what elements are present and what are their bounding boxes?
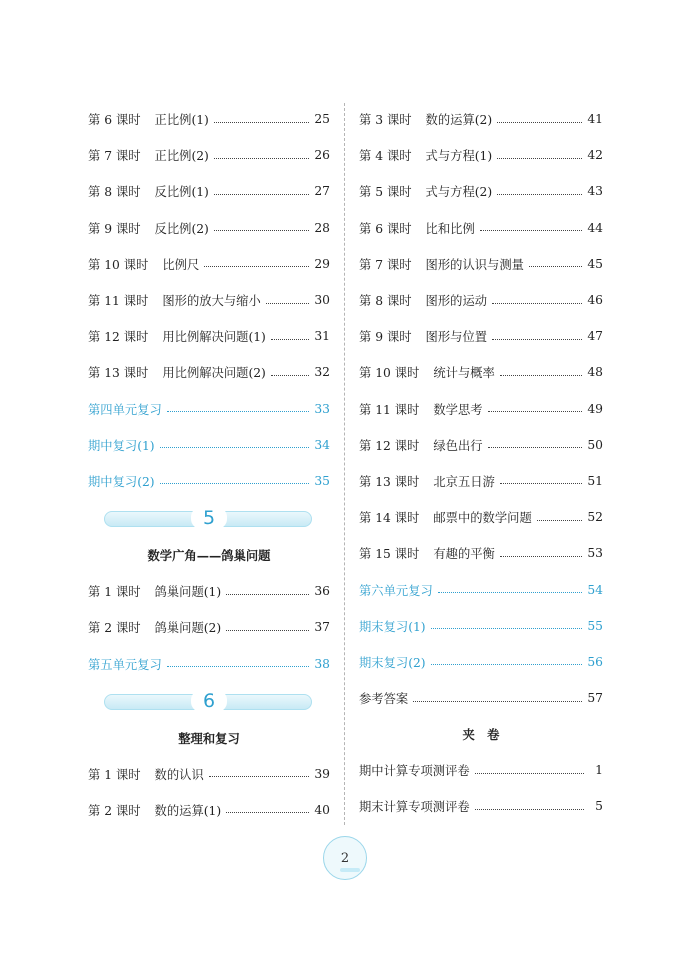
dot-leader [488,446,583,448]
toc-row[interactable]: 第 7 课时 图形的认识与测量 45 [359,256,603,272]
dot-leader [492,338,582,340]
toc-row[interactable]: 第 11 课时 数学思考 49 [359,401,603,417]
dot-leader [497,157,582,159]
dot-leader [226,811,309,813]
dot-leader [214,229,309,231]
toc-insert-row[interactable]: 期中计算专项测评卷 1 [359,763,603,779]
toc-row[interactable]: 第 14 课时 邮票中的数学问题 52 [359,510,603,526]
dot-leader [488,410,583,412]
toc-row[interactable]: 第 2 课时 数的运算(1) 40 [88,802,330,818]
dot-leader [475,808,584,810]
toc-row[interactable]: 第 2 课时 鸽巢问题(2) 37 [88,620,330,636]
toc-row[interactable]: 第 6 课时 正比例(1) 25 [88,112,330,128]
dot-leader [209,775,310,777]
unit-6-banner [88,682,330,720]
toc-row[interactable]: 第 1 课时 鸽巢问题(1) 36 [88,584,330,600]
dot-leader [497,121,582,123]
dot-leader [475,772,584,774]
toc-review-row[interactable]: 第四单元复习 33 [88,401,330,417]
toc-row[interactable]: 第 9 课时 反比例(2) 28 [88,220,330,236]
dot-leader [492,302,582,304]
toc-left-column [88,101,330,828]
dot-leader [500,374,582,376]
unit-number: 5 [191,507,227,529]
toc-review-row[interactable]: 期末复习(1) 55 [359,618,603,634]
dot-leader [214,121,309,123]
toc-row[interactable]: 第 8 课时 图形的运动 46 [359,293,603,309]
dot-leader [500,482,582,484]
dot-leader [271,374,309,376]
toc-row[interactable]: 第 10 课时 统计与概率 48 [359,365,603,381]
unit-title: 数学广角——鸽巢问题 [147,549,271,564]
toc-row[interactable]: 第 11 课时 图形的放大与缩小 30 [88,293,330,309]
wave-decoration [340,868,360,872]
toc-review-row[interactable]: 期末复习(2) 56 [359,654,603,670]
dot-leader [160,446,310,448]
toc-review-row[interactable]: 期中复习(2) 35 [88,473,330,489]
dot-leader [537,519,583,521]
toc-row[interactable]: 第 13 课时 用比例解决问题(2) 32 [88,365,330,381]
toc-row[interactable]: 第 6 课时 比和比例 44 [359,220,603,236]
toc-row[interactable]: 第 12 课时 绿色出行 50 [359,437,603,453]
toc-row[interactable]: 第 5 课时 式与方程(2) 43 [359,184,603,200]
dot-leader [497,193,582,195]
dot-leader [226,593,309,595]
dot-leader [438,591,583,593]
dot-leader [214,157,309,159]
dot-leader [413,700,582,702]
toc-row[interactable]: 第 8 课时 反比例(1) 27 [88,184,330,200]
column-divider [344,103,345,825]
dot-leader [214,193,309,195]
toc-row[interactable]: 第 1 课时 数的认识 39 [88,766,330,782]
page-number-badge [323,836,367,880]
toc-insert-row[interactable]: 期末计算专项测评卷 5 [359,799,603,815]
dot-leader [266,302,310,304]
toc-row[interactable]: 第 13 课时 北京五日游 51 [359,473,603,489]
unit-title: 整理和复习 [178,731,240,746]
toc-review-row[interactable]: 第六单元复习 54 [359,582,603,598]
toc-row[interactable]: 第 9 课时 图形与位置 47 [359,329,603,345]
dot-leader [204,265,309,267]
unit-number: 6 [191,690,227,712]
toc-review-row[interactable]: 第五单元复习 38 [88,656,330,672]
toc-answers-row[interactable]: 参考答案 57 [359,691,603,707]
dot-leader [431,663,583,665]
page-number: 2 [340,850,350,866]
unit-5-banner [88,499,330,537]
dot-leader [500,555,582,557]
dot-leader [160,482,310,484]
dot-leader [480,229,583,231]
toc-row[interactable]: 第 12 课时 用比例解决问题(1) 31 [88,329,330,345]
dot-leader [167,665,310,667]
dot-leader [226,629,309,631]
dot-leader [271,338,309,340]
toc-right-column [359,101,603,825]
toc-row[interactable]: 第 3 课时 数的运算(2) 41 [359,112,603,128]
toc-row[interactable]: 第 15 课时 有趣的平衡 53 [359,546,603,562]
toc-row[interactable]: 第 4 课时 式与方程(1) 42 [359,148,603,164]
toc-row[interactable]: 第 7 课时 正比例(2) 26 [88,148,330,164]
toc-review-row[interactable]: 期中复习(1) 34 [88,437,330,453]
dot-leader [529,265,582,267]
insert-heading: 夹 卷 [462,728,500,743]
dot-leader [431,627,583,629]
toc-row[interactable]: 第 10 课时 比例尺 29 [88,256,330,272]
dot-leader [167,410,310,412]
